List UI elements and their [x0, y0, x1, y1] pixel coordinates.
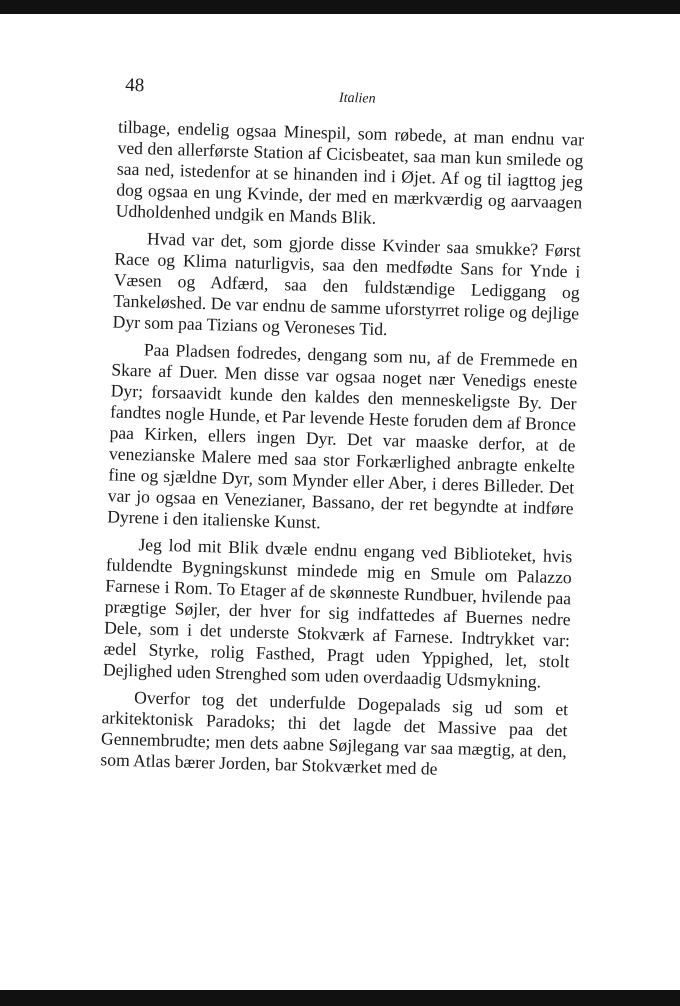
- paragraph-3: Paa Pladsen fodredes, dengang som nu, af de Fremmede en Skare af Duer. Men disse var ogsaa noget nær Venedigs eneste Dyr; forsaavidt kunde den kaldes den menneskeligste By. Der fandtes nogle Hunde, et Par levende Heste foruden dem af Bronce paa Kirken, ellers ingen Dyr. Det var maaske derfor, at de venezianske Malere med saa stor Forkærlighed anbragte enkelte fine og sjældne Dyr, som Mynder eller Aber, i deres Billeder. Det var jo ogsaa en Venezianer, Bassano, der ret begyndte at indføre Dyrene i den italienske Kunst.: [106, 339, 579, 533]
- scan-border-top: [0, 0, 680, 14]
- paragraph-1: tilbage, endelig ogsaa Minespil, som røbede, at man endnu var ved den allerførste Station af Cicisbeatet, saa man kun smilede og saa ned, istedenfor at se hinanden ind i Øjet. Af og til iagttog jeg dog ogsaa en ung Kvinde, der med en mærkværdig og aarvaagen Udholdenhed undgik en Mands Blik.: [115, 116, 585, 228]
- book-page: [99, 60, 600, 779]
- body-text: [100, 117, 584, 788]
- scan-border-bottom: [0, 990, 680, 1006]
- paragraph-4: Jeg lod mit Blik dvæle endnu engang ved Biblioteket, hvis fuldendte Bygningskunst mindede mig en Smule om Palazzo Farnese i Rom. To Etager af de skønneste Rundbuer, hvilende paa prægtige Søjler, der hver for sig indfattedes af Buernes nedre Dele, som i det underste Stokværk af Farnese. Indtrykket var: ædel Styrke, rolig Fasthed, Pragt uden Yppighed, let, stolt Dejlighed uden Strenghed som uden overdaadig Udsmykning.: [102, 534, 573, 692]
- running-title: Italien: [338, 90, 376, 107]
- running-head: [99, 60, 600, 118]
- paragraph-5: Overfor tog det underfulde Dogepalads sig ud som et arkitektonisk Paradoks; thi det lagde det Massive paa det Gennembrudte; men dets aabne Søjlegang var saa mægtig, at den, som Atlas bærer Jorden, bar Stokværket med de: [100, 687, 569, 779]
- paragraph-2: Hvad var det, som gjorde disse Kvinder saa smukke? Først Race og Klima naturligvis, saa den medfødte Sans for Ynde i Væsen og Adfærd, saa den fuldstændige Lediggang og Tankeløshed. De var endnu de samme uforstyrret rolige og dejlige Dyr som paa Tizians og Veroneses Tid.: [112, 228, 582, 340]
- page-number: 48: [125, 74, 145, 97]
